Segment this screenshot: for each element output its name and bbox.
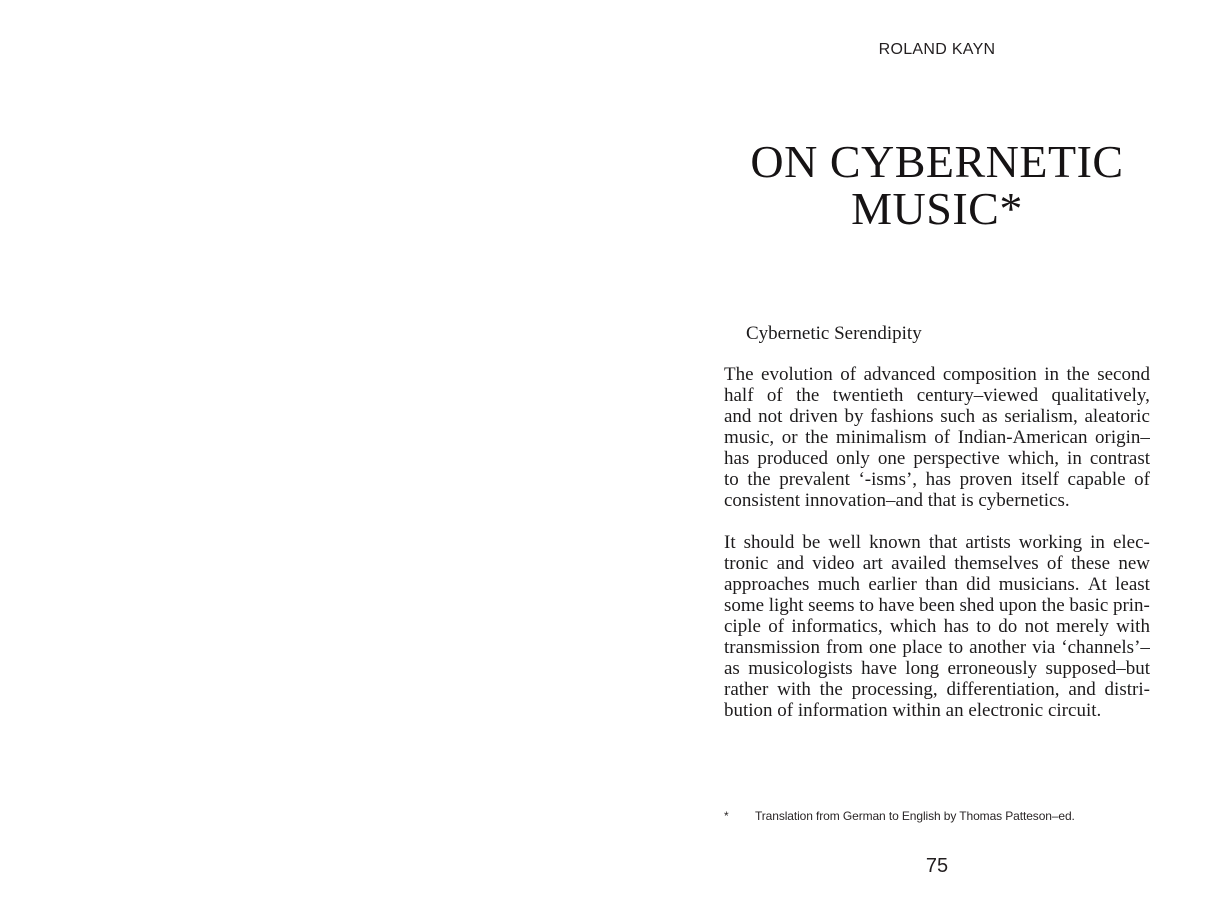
text-line: transmission from one place to another via ‘channels’– [724,637,1150,658]
page-title-line-1: ON CYBERNETIC [750,136,1124,187]
text-line: approaches much earlier than did musicians. At least [724,574,1150,595]
text-line: music, or the minimalism of Indian-American origin– [724,427,1150,448]
text-line: tronic and video art availed themselves of these new [724,553,1150,574]
text-line: ciple of informatics, which has to do not merely with [724,616,1150,637]
book-page-right [724,0,1150,878]
page-number: 75 [925,855,949,877]
text-line: consistent innovation–and that is cybernetics. [724,490,1070,511]
footnote-text: Translation from German to English by Thomas Patteson–ed. [755,809,1075,823]
paragraph-2 [724,532,1150,721]
text-line: and not driven by fashions such as serialism, aleatoric [724,406,1150,427]
footnote [724,808,1150,824]
paragraph-1 [724,364,1150,511]
running-head: ROLAND KAYN [878,41,996,58]
text-line: It should be well known that artists working in elec- [724,532,1150,553]
text-line: The evolution of advanced composition in the second [724,364,1150,385]
footnote-marker: * [724,809,729,823]
text-line: rather with the processing, differentiation, and distri- [724,679,1150,700]
text-line: some light seems to have been shed upon the basic prin- [724,595,1150,616]
page-title [724,138,1150,232]
section-heading: Cybernetic Serendipity [746,323,922,344]
text-line: as musicologists have long erroneously supposed–but [724,658,1150,679]
text-line: has produced only one perspective which, in contrast [724,448,1150,469]
text-line: half of the twentieth century–viewed qualitatively, [724,385,1150,406]
page-title-line-2: MUSIC* [851,183,1023,234]
text-line: bution of information within an electronic circuit. [724,700,1102,721]
text-line: to the prevalent ‘-isms’, has proven itself capable of [724,469,1150,490]
